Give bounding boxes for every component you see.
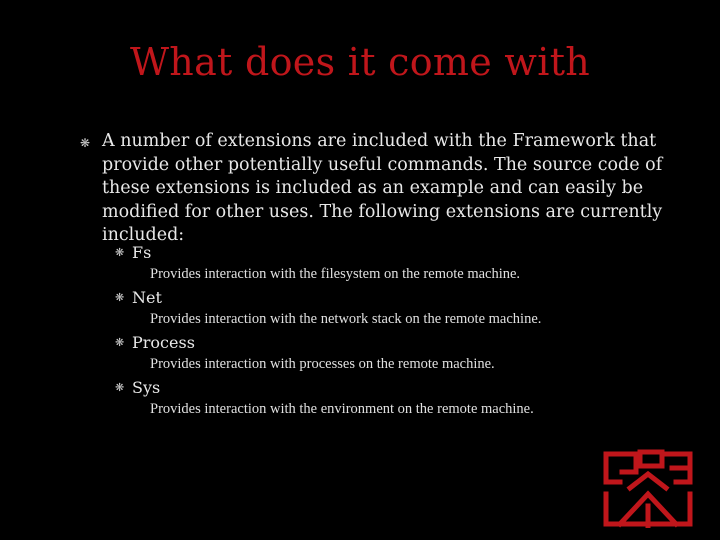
extension-description: Provides interaction with the environment on the remote machine. bbox=[150, 401, 534, 417]
extension-description: Provides interaction with the filesystem on the remote machine. bbox=[150, 266, 521, 282]
bullet-icon: ❋ bbox=[115, 335, 125, 349]
extension-item-net bbox=[115, 285, 695, 330]
red-block-logo-icon bbox=[600, 448, 696, 528]
intro-text bbox=[102, 130, 662, 248]
extension-name: Net bbox=[132, 287, 162, 307]
extension-name: Process bbox=[132, 332, 195, 352]
extension-description: Provides interaction with processes on the remote machine. bbox=[150, 356, 495, 372]
intro-line: included: bbox=[102, 225, 185, 245]
intro-bullet bbox=[80, 130, 670, 248]
bullet-icon: ❋ bbox=[80, 136, 91, 150]
bullet-icon: ❋ bbox=[115, 290, 125, 304]
extension-item-sys bbox=[115, 375, 695, 420]
intro-line: A number of extensions are included with the Framework that bbox=[102, 131, 657, 151]
intro-line: provide other potentially useful commands. The source code of bbox=[102, 154, 663, 175]
intro-line: these extensions is included as an example and can easily be bbox=[102, 178, 644, 198]
slide-title: What does it come with bbox=[129, 40, 591, 84]
extension-name: Fs bbox=[132, 242, 152, 262]
logo-stroke bbox=[630, 474, 666, 488]
bullet-icon: ❋ bbox=[115, 245, 125, 259]
extension-item-process bbox=[115, 330, 695, 375]
logo-stroke bbox=[606, 454, 636, 472]
extension-name: Sys bbox=[132, 377, 161, 397]
bullet-icon: ❋ bbox=[115, 380, 125, 394]
logo-stroke bbox=[606, 454, 620, 482]
intro-line: modified for other uses. The following extensions are currently bbox=[102, 201, 663, 222]
extension-item-fs bbox=[115, 240, 695, 285]
logo-stroke bbox=[640, 452, 662, 466]
extension-list bbox=[115, 240, 695, 420]
extension-description: Provides interaction with the network stack on the remote machine. bbox=[150, 311, 542, 327]
